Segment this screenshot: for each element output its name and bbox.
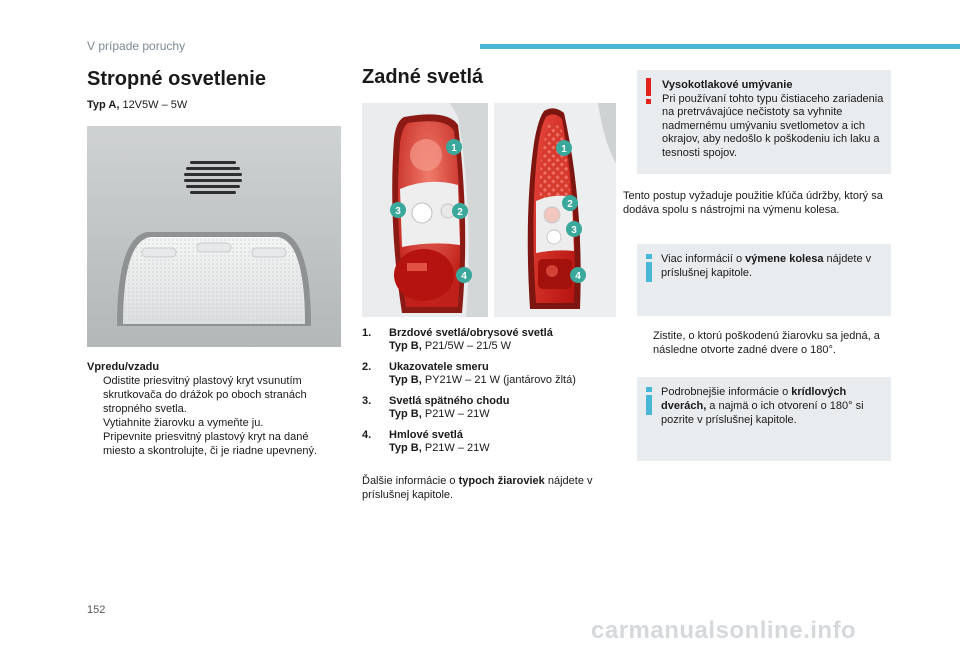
tool-requirement-text: Tento postup vyžaduje použitie kľúča údržby, ktorý sa dodáva spolu s nástrojmi na výmenu kolesa. — [623, 190, 883, 216]
bulb-type-label: Typ B, — [389, 408, 422, 420]
info-bold: krídlových dverách, — [661, 386, 847, 412]
bulb-type-value: P21W – 21W — [421, 408, 490, 420]
rear-lamp-left-photo — [362, 103, 488, 317]
info-icon — [646, 254, 652, 282]
bulb-name: Ukazovatele smeru — [389, 361, 489, 373]
ceiling-instructions — [87, 360, 341, 458]
warning-box — [637, 70, 891, 174]
list-item — [362, 429, 618, 455]
instructions-heading: Vpredu/vzadu — [87, 361, 160, 373]
bulb-name: Svetlá spätného chodu — [389, 395, 510, 407]
list-item — [362, 361, 618, 387]
header-accent-bar — [480, 44, 960, 49]
bulb-type — [389, 408, 509, 421]
ref-text-bold: typoch žiaroviek — [458, 475, 545, 487]
bulb-number: 3. — [362, 395, 372, 407]
ref-text-post: nájdete v príslušnej kapitole. — [362, 475, 593, 501]
watermark-text: carmanualsonline.info — [591, 617, 857, 644]
step-text: Zistite, o ktorú poškodenú žiarovku sa jedná, a následne otvorte zadné dvere o 180°. — [653, 330, 880, 356]
info-box-doors — [637, 377, 891, 461]
step-item — [87, 430, 341, 458]
step-item — [87, 416, 341, 430]
step-text: Odistite priesvitný plastový kryt vsunutím skrutkovača do drážok po oboch stranách stropného svetla. — [103, 375, 307, 415]
bulb-types-reference — [362, 474, 618, 502]
bulb-name: Brzdové svetlá/obrysové svetlá — [389, 327, 553, 339]
bulb-type — [389, 442, 490, 455]
ref-text-pre: Ďalšie informácie o — [362, 475, 459, 487]
check-step — [637, 329, 891, 357]
warning-body: Pri používaní tohto typu čistiaceho zariadenia na pretrvávajúce nečistoty sa vyhnite nadmernému umývaniu svetlometov a ich okrajov, aby nedošlo k poškodeniu ich laku a tesnosti spojov. — [662, 92, 884, 159]
warning-title: Vysokotlakové umývanie — [662, 79, 793, 91]
bulb-type-label: Typ B, — [389, 442, 422, 454]
info-text — [661, 385, 885, 427]
warning-exclamation-icon — [645, 78, 652, 104]
bulb-type — [389, 374, 576, 387]
callout-1-right: 1 — [561, 144, 567, 155]
list-item — [362, 327, 618, 353]
step-text: Pripevnite priesvitný plastový kryt na dané miesto a skontrolujte, či je riadne upevnený. — [103, 431, 318, 457]
bulb-type-label: Typ B, — [389, 374, 422, 386]
bulb-number: 1. — [362, 327, 372, 339]
bulb-type — [389, 340, 553, 353]
header-section-label: V prípade poruchy — [87, 39, 186, 53]
list-item — [362, 395, 618, 421]
ceiling-light-title: Stropné osvetlenie — [87, 68, 266, 90]
bulb-number: 4. — [362, 429, 372, 441]
info-post: nájdete v príslušnej kapitole. — [661, 253, 872, 279]
bulb-number: 2. — [362, 361, 372, 373]
bulb-type-label: Typ B, — [389, 340, 422, 352]
info-box-wheel — [637, 244, 891, 316]
callout-2-right: 2 — [567, 199, 573, 210]
callout-2-left: 2 — [457, 207, 463, 218]
step-text: Vytiahnite žiarovku a vymeňte ju. — [103, 417, 264, 429]
page-number: 152 — [87, 604, 106, 616]
rear-lights-title: Zadné svetlá — [362, 66, 484, 88]
info-pre: Viac informácií o — [661, 253, 746, 265]
warning-text — [662, 79, 884, 160]
ceiling-bulb-type — [87, 99, 187, 111]
bulb-name: Hmlové svetlá — [389, 429, 463, 441]
bulb-type-value: PY21W – 21 W (jantárovo žltá) — [421, 374, 576, 386]
callout-1-left: 1 — [451, 143, 457, 154]
bulb-type-value: P21W – 21W — [421, 442, 490, 454]
info-bold: výmene kolesa — [745, 253, 824, 265]
callout-3-right: 3 — [571, 225, 577, 236]
info-post: a najmä o ich otvorení o 180° si pozrite v príslušnej kapitole. — [661, 400, 864, 426]
step-item — [637, 329, 891, 357]
info-text — [661, 252, 885, 280]
callout-4-left: 4 — [461, 271, 467, 282]
ceiling-type-value: 12V5W – 5W — [119, 99, 188, 111]
callout-4-right: 4 — [575, 271, 581, 282]
ceiling-type-label: Typ A, — [87, 99, 120, 111]
ceiling-light-photo — [87, 126, 341, 347]
step-item — [87, 374, 341, 416]
callout-3-left: 3 — [395, 206, 401, 217]
info-icon — [646, 387, 652, 415]
bulb-type-value: P21/5W – 21/5 W — [421, 340, 512, 352]
rear-bulb-list — [362, 327, 618, 463]
rear-lamp-right-photo — [494, 103, 616, 317]
info-pre: Podrobnejšie informácie o — [661, 386, 792, 398]
